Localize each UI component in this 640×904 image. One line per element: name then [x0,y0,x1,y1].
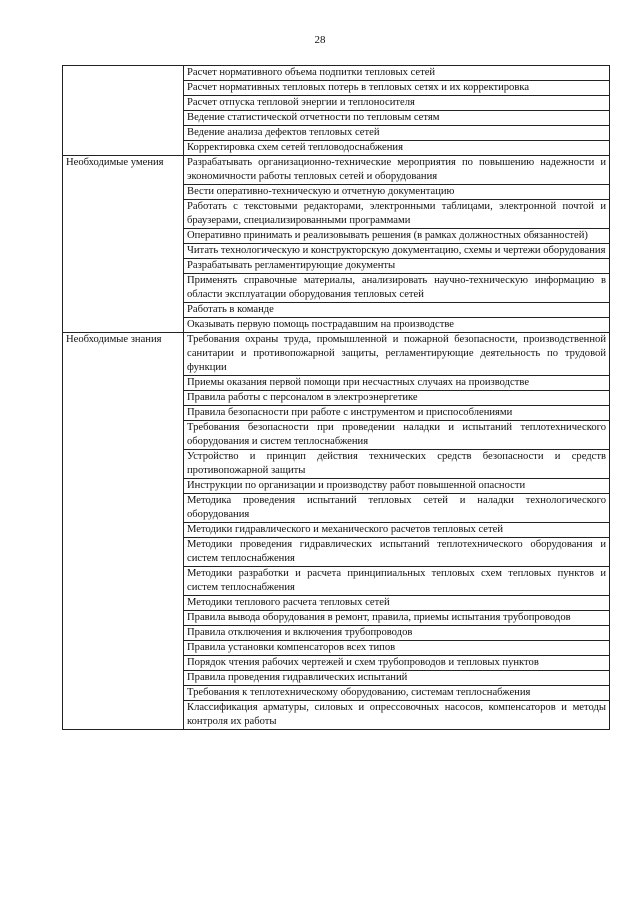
list-item: Корректировка схем сетей тепловодоснабжения [184,141,610,156]
list-item: Методики разработки и расчета принципиальных тепловых схем тепловых пунктов и систем теплоснабжения [184,567,610,596]
qualification-table [62,65,610,730]
list-item: Правила установки компенсаторов всех типов [184,641,610,656]
list-item: Применять справочные материалы, анализировать научно-техническую информацию в области эксплуатации оборудования тепловых сетей [184,274,610,303]
section-label: Необходимые умения [63,156,184,333]
table-row [63,156,610,185]
list-item: Вести оперативно-техническую и отчетную документацию [184,185,610,200]
list-item: Ведение анализа дефектов тепловых сетей [184,126,610,141]
list-item: Требования охраны труда, промышленной и пожарной безопасности, производственной санитарии и противопожарной защиты, регламентирующие деятельность по трудовой функции [184,333,610,376]
list-item: Правила проведения гидравлических испытаний [184,671,610,686]
list-item: Инструкции по организации и производству работ повышенной опасности [184,479,610,494]
section-label: Необходимые знания [63,333,184,730]
list-item: Требования безопасности при проведении наладки и испытаний теплотехнического оборудования и систем теплоснабжения [184,421,610,450]
table-body [63,66,610,730]
list-item: Требования к теплотехническому оборудованию, системам теплоснабжения [184,686,610,701]
list-item: Расчет нормативных тепловых потерь в тепловых сетях и их корректировка [184,81,610,96]
list-item: Оказывать первую помощь пострадавшим на производстве [184,318,610,333]
list-item: Методики теплового расчета тепловых сетей [184,596,610,611]
list-item: Приемы оказания первой помощи при несчастных случаях на производстве [184,376,610,391]
page-number: 28 [314,34,326,46]
list-item: Методики проведения гидравлических испытаний теплотехнического оборудования и систем теплоснабжения [184,538,610,567]
list-item: Работать с текстовыми редакторами, электронными таблицами, электронной почтой и браузерами, специализированными программами [184,200,610,229]
list-item: Устройство и принцип действия технических средств безопасности и средств противопожарной защиты [184,450,610,479]
list-item: Разрабатывать регламентирующие документы [184,259,610,274]
table-row [63,66,610,81]
list-item: Читать технологическую и конструкторскую документацию, схемы и чертежи оборудования [184,244,610,259]
list-item: Работать в команде [184,303,610,318]
table-row [63,333,610,376]
list-item: Методики гидравлического и механического расчетов тепловых сетей [184,523,610,538]
list-item: Правила безопасности при работе с инструментом и приспособлениями [184,406,610,421]
list-item: Правила вывода оборудования в ремонт, правила, приемы испытания трубопроводов [184,611,610,626]
list-item: Ведение статистической отчетности по тепловым сетям [184,111,610,126]
list-item: Методика проведения испытаний тепловых сетей и наладки технологического оборудования [184,494,610,523]
list-item: Порядок чтения рабочих чертежей и схем трубопроводов и тепловых пунктов [184,656,610,671]
section-label [63,66,184,156]
list-item: Разрабатывать организационно-технические мероприятия по повышению надежности и экономичности работы тепловых сетей и оборудования [184,156,610,185]
list-item: Классификация арматуры, силовых и опрессовочных насосов, компенсаторов и методы контроля их работы [184,701,610,730]
list-item: Правила отключения и включения трубопроводов [184,626,610,641]
list-item: Оперативно принимать и реализовывать решения (в рамках должностных обязанностей) [184,229,610,244]
list-item: Расчет нормативного объема подпитки тепловых сетей [184,66,610,81]
list-item: Расчет отпуска тепловой энергии и теплоносителя [184,96,610,111]
list-item: Правила работы с персоналом в электроэнергетике [184,391,610,406]
